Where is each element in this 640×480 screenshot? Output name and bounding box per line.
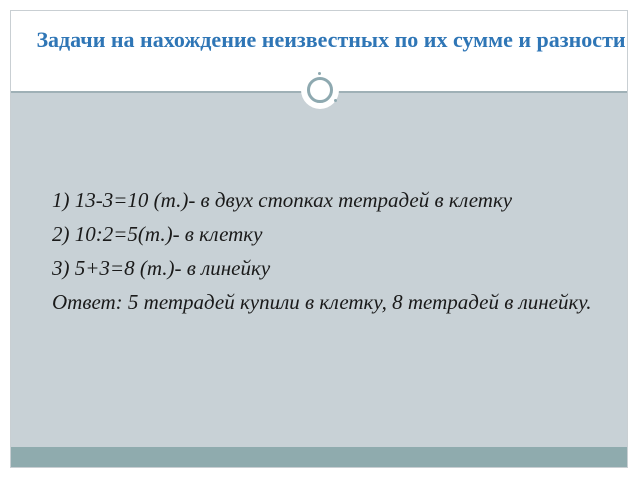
solution-text bbox=[46, 186, 606, 316]
ornament-dot bbox=[334, 99, 337, 102]
solution-step-2: 2) 10:2=5(т.)- в клетку bbox=[52, 222, 263, 246]
circle-ornament-icon bbox=[301, 71, 339, 109]
answer-text: Ответ: 5 тетрадей купили в клетку, 8 тетрадей в линейку. bbox=[52, 290, 592, 314]
ornament-dot bbox=[318, 72, 321, 75]
solution-step-1: 1) 13-3=10 (т.)- в двух стопках тетрадей в клетку bbox=[52, 188, 513, 212]
ornament-ring bbox=[307, 77, 333, 103]
slide-title: Задачи на нахождение неизвестных по их сумме и разности bbox=[36, 27, 626, 52]
bottom-bar bbox=[11, 447, 627, 467]
solution-step-3: 3) 5+3=8 (т.)- в линейку bbox=[52, 256, 271, 280]
